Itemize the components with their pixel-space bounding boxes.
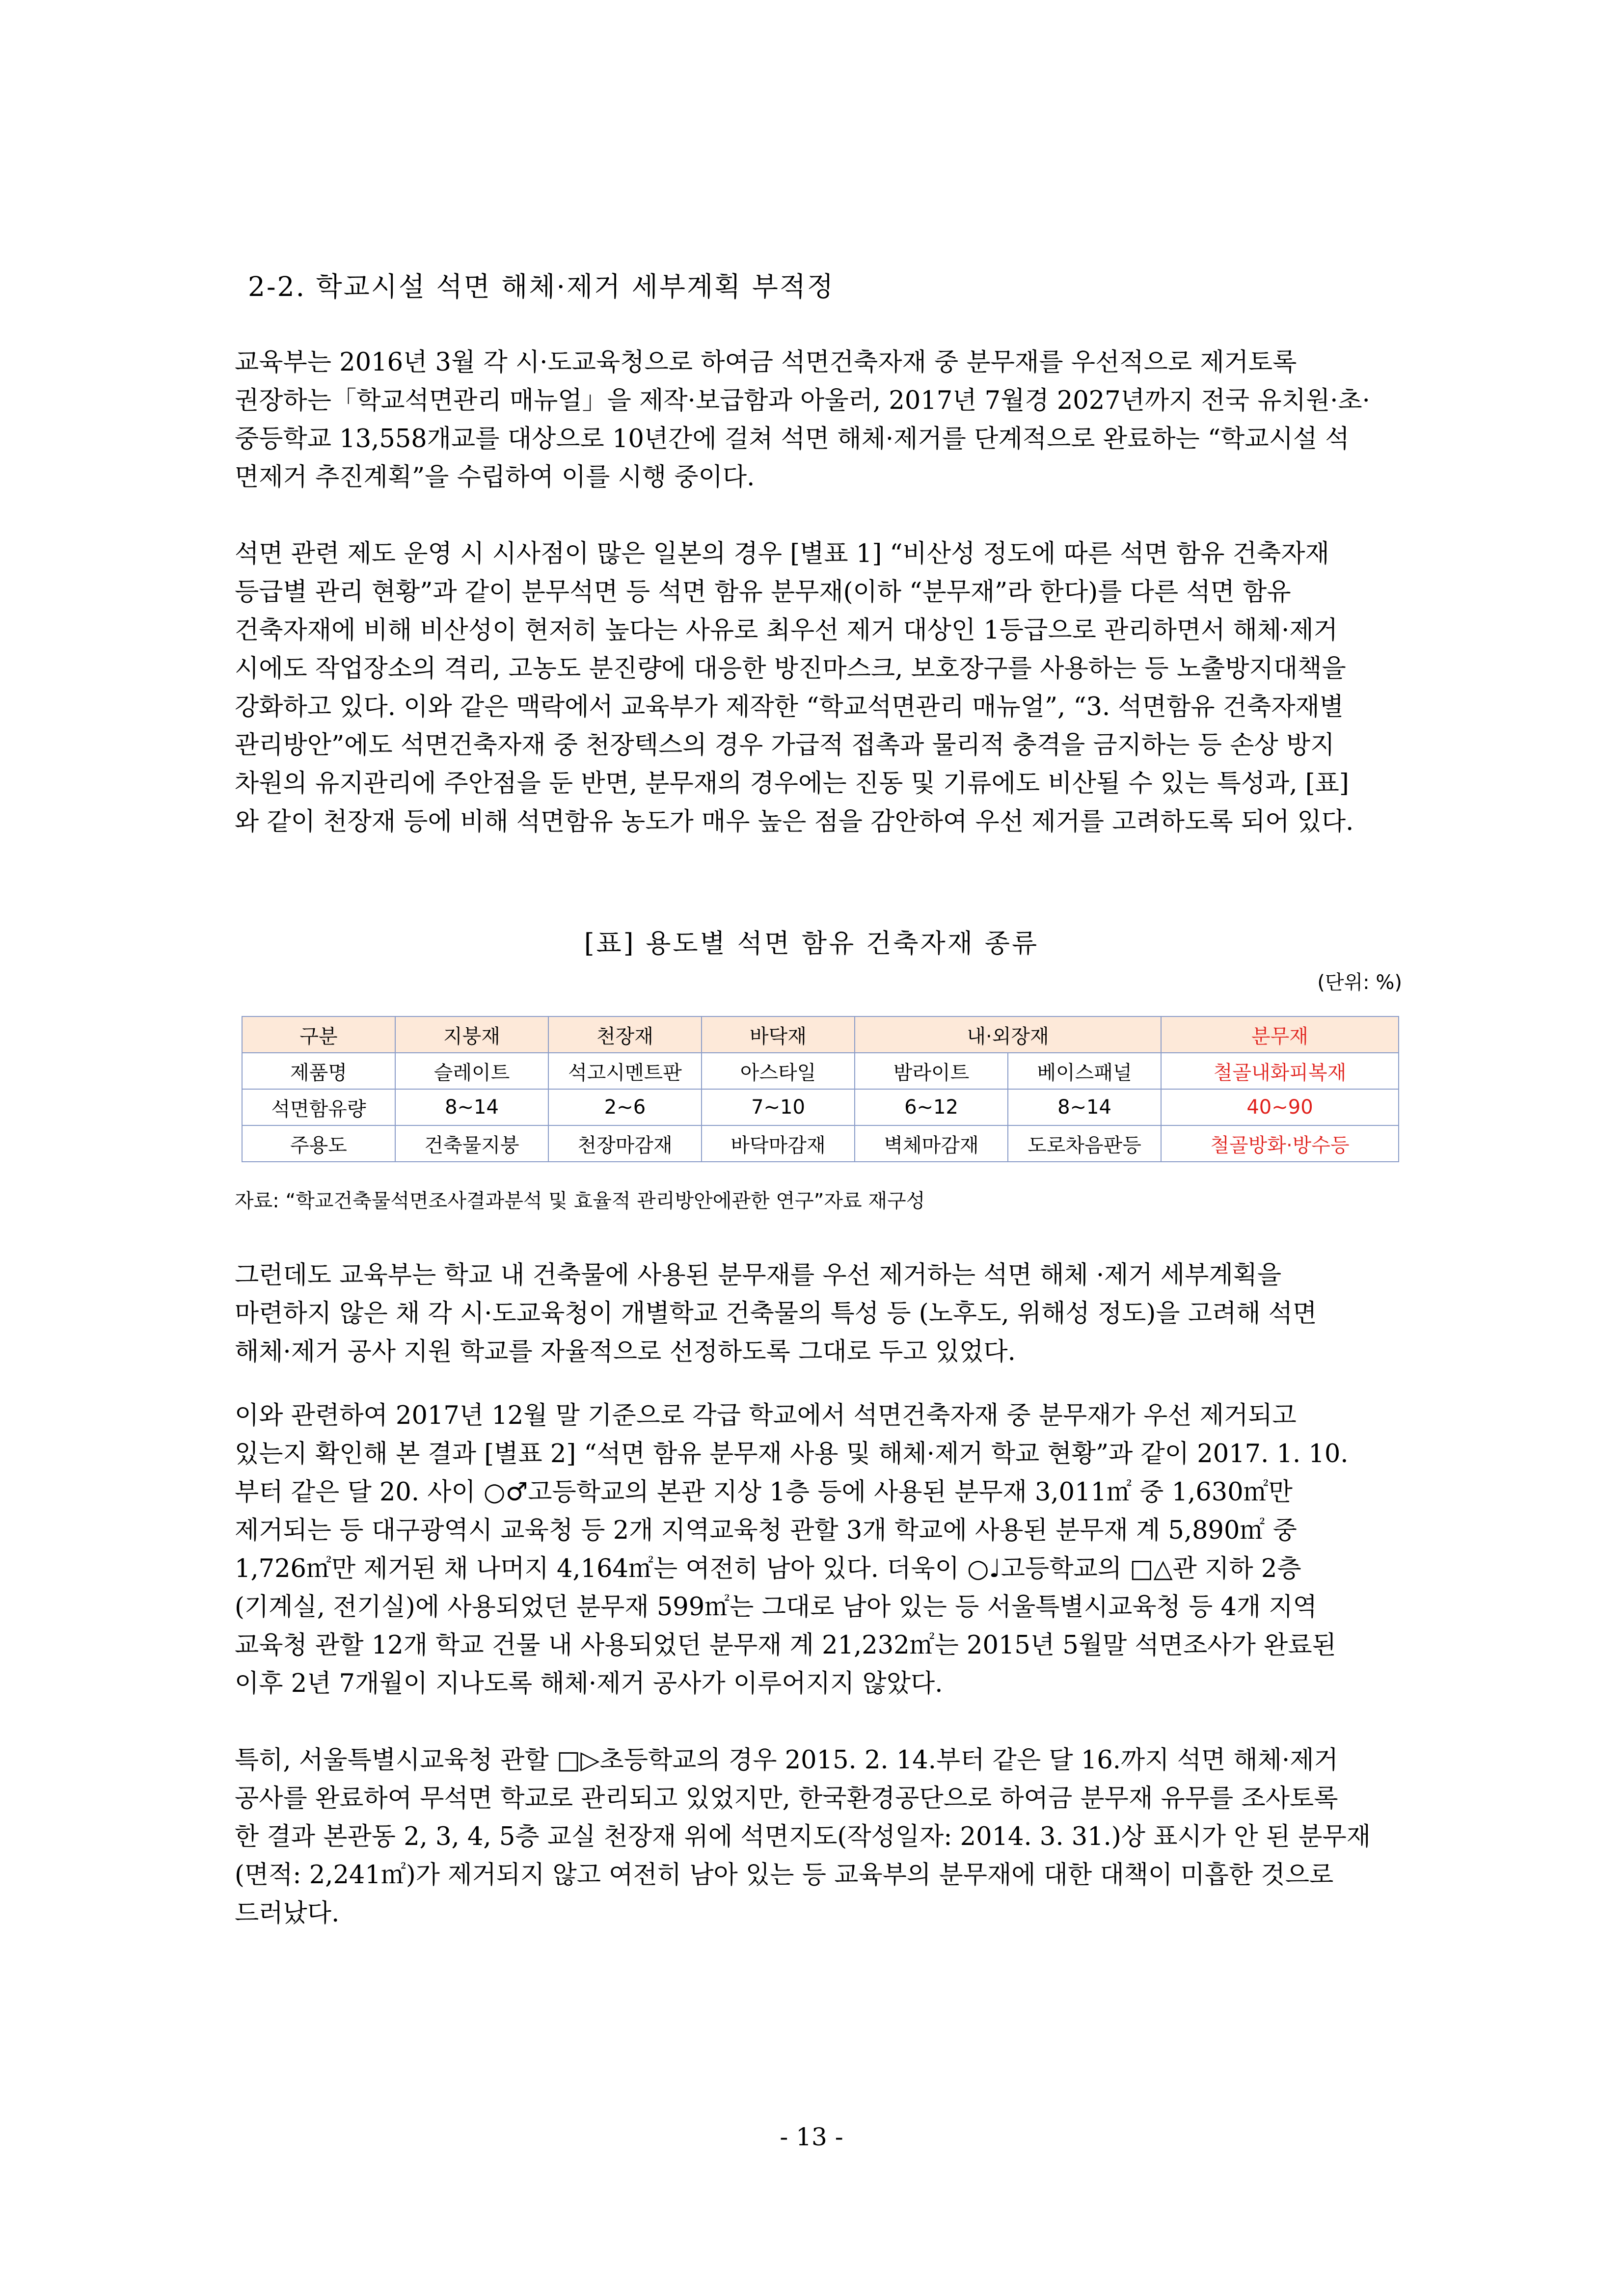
table-cell: 철골방화·방수등 [1161, 1125, 1399, 1162]
table-cell: 아스타일 [702, 1053, 855, 1089]
paragraph-2 [235, 535, 1403, 841]
table-cell: 천장마감재 [548, 1125, 702, 1162]
text-line: (기계실, 전기실)에 사용되었던 분무재 599㎡는 그대로 남아 있는 등 서울특별시교육청 등 4개 지역 [235, 1593, 1317, 1622]
table-cell: 40~90 [1161, 1089, 1399, 1125]
table-header-cell: 분무재 [1161, 1016, 1399, 1053]
text-line: 강화하고 있다. 이와 같은 맥락에서 교육부가 제작한 “학교석면관리 매뉴얼”, “3. 석면함유 건축자재별 [235, 693, 1344, 721]
table-cell: 베이스패널 [1008, 1053, 1161, 1089]
table-header-cell: 구분 [242, 1016, 395, 1053]
table-header-cell: 지붕재 [395, 1016, 548, 1053]
text-line: 한 결과 본관동 2, 3, 4, 5층 교실 천장재 위에 석면지도(작성일자: 2014. 3. 31.)상 표시가 안 된 분무재 [235, 1822, 1371, 1851]
table-title: [표] 용도별 석면 함유 건축자재 종류 [584, 929, 1039, 959]
paragraph-5 [235, 1741, 1403, 1933]
text-line: 중등학교 13,558개교를 대상으로 10년간에 걸쳐 석면 해체·제거를 단계적으로 완료하는 “학교시설 석 [235, 425, 1350, 454]
text-line: 와 같이 천장재 등에 비해 석면함유 농도가 매우 높은 점을 감안하여 우선 제거를 고려하도록 되어 있다. [235, 807, 1354, 836]
table-cell: 2~6 [548, 1089, 702, 1125]
paragraph-1 [235, 344, 1403, 497]
table-header-cell: 천장재 [548, 1016, 702, 1053]
table-cell: 철골내화피복재 [1161, 1053, 1399, 1089]
text-line: 드러났다. [235, 1899, 340, 1928]
text-line: 건축자재에 비해 비산성이 현저히 높다는 사유로 최우선 제거 대상인 1등급으로 관리하면서 해체·제거 [235, 616, 1338, 645]
text-line: 교육청 관할 12개 학교 건물 내 사용되었던 분무재 계 21,232㎡는 2015년 5월말 석면조사가 완료된 [235, 1631, 1336, 1660]
table-cell: 제품명 [242, 1053, 395, 1089]
paragraph-3 [235, 1256, 1403, 1371]
table-cell: 7~10 [702, 1089, 855, 1125]
text-line: 시에도 작업장소의 격리, 고농도 분진량에 대응한 방진마스크, 보호장구를 사용하는 등 노출방지대책을 [235, 654, 1346, 683]
table-cell: 8~14 [395, 1089, 548, 1125]
table-cell: 도로차음판등 [1008, 1125, 1161, 1162]
table-cell: 벽체마감재 [855, 1125, 1008, 1162]
text-line: 부터 같은 달 20. 사이 ○♂고등학교의 본관 지상 1층 등에 사용된 분무재 3,011㎡ 중 1,630㎡만 [235, 1478, 1293, 1507]
table-cell: 건축물지붕 [395, 1125, 548, 1162]
paragraph-4 [235, 1397, 1403, 1703]
table-header-row [242, 1016, 1399, 1053]
text-line: 이후 2년 7개월이 지나도록 해체·제거 공사가 이루어지지 않았다. [235, 1669, 943, 1698]
table-cell: 슬레이트 [395, 1053, 548, 1089]
table-cell: 밤라이트 [855, 1053, 1008, 1089]
text-line: 공사를 완료하여 무석면 학교로 관리되고 있었지만, 한국환경공단으로 하여금 분무재 유무를 조사토록 [235, 1784, 1338, 1813]
text-line: (면적: 2,241㎡)가 제거되지 않고 여전히 남아 있는 등 교육부의 분무재에 대한 대책이 미흡한 것으로 [235, 1861, 1334, 1890]
text-line: 면제거 추진계획”을 수립하여 이를 시행 중이다. [235, 463, 755, 492]
text-line: 해체·제거 공사 지원 학교를 자율적으로 선정하도록 그대로 두고 있었다. [235, 1337, 1016, 1366]
source-note: 자료: “학교건축물석면조사결과분석 및 효율적 관리방안에관한 연구”자료 재구성 [235, 1190, 925, 1212]
section-heading: 2-2. 학교시설 석면 해체·제거 세부계획 부적정 [248, 271, 835, 302]
table-row [242, 1089, 1399, 1125]
text-line: 그런데도 교육부는 학교 내 건축물에 사용된 분무재를 우선 제거하는 석면 해체 ·제거 세부계획을 [235, 1261, 1282, 1290]
table-cell: 석고시멘트판 [548, 1053, 702, 1089]
table-cell: 주용도 [242, 1125, 395, 1162]
table-cell: 6~12 [855, 1089, 1008, 1125]
text-line: 권장하는「학교석면관리 매뉴얼」을 제작·보급함과 아울러, 2017년 7월경 2027년까지 전국 유치원·초· [235, 386, 1370, 415]
text-line: 1,726㎡만 제거된 채 나머지 4,164㎡는 여전히 남아 있다. 더욱이 ○♩고등학교의 □△관 지하 2층 [235, 1554, 1301, 1583]
page-number: - 13 - [780, 2123, 843, 2151]
table-row [242, 1125, 1399, 1162]
text-line: 등급별 관리 현황”과 같이 분무석면 등 석면 함유 분무재(이하 “분무재”라 한다)를 다른 석면 함유 [235, 578, 1291, 607]
table-row [242, 1053, 1399, 1089]
text-line: 차원의 유지관리에 주안점을 둔 반면, 분무재의 경우에는 진동 및 기류에도 비산될 수 있는 특성과, [표] [235, 769, 1349, 798]
text-line: 이와 관련하여 2017년 12월 말 기준으로 각급 학교에서 석면건축자재 중 분무재가 우선 제거되고 [235, 1401, 1297, 1430]
text-line: 특히, 서울특별시교육청 관할 □▷초등학교의 경우 2015. 2. 14.부터 같은 달 16.까지 석면 해체·제거 [235, 1746, 1338, 1775]
table-cell: 8~14 [1008, 1089, 1161, 1125]
text-line: 있는지 확인해 본 결과 [별표 2] “석면 함유 분무재 사용 및 해체·제거 학교 현황”과 같이 2017. 1. 10. [235, 1440, 1349, 1468]
text-line: 마련하지 않은 채 각 시·도교육청이 개별학교 건축물의 특성 등 (노후도, 위해성 정도)을 고려해 석면 [235, 1299, 1317, 1328]
text-line: 제거되는 등 대구광역시 교육청 등 2개 지역교육청 관할 3개 학교에 사용된 분무재 계 5,890㎡ 중 [235, 1516, 1297, 1545]
table-cell: 바닥마감재 [702, 1125, 855, 1162]
table-cell: 석면함유량 [242, 1089, 395, 1125]
text-line: 교육부는 2016년 3월 각 시·도교육청으로 하여금 석면건축자재 중 분무재를 우선적으로 제거토록 [235, 348, 1297, 377]
materials-table [242, 1016, 1399, 1162]
table-header-cell: 내·외장재 [855, 1016, 1161, 1053]
text-line: 관리방안”에도 석면건축자재 중 천장텍스의 경우 가급적 접촉과 물리적 충격을 금지하는 등 손상 방지 [235, 731, 1335, 760]
table-unit: (단위: %) [1317, 971, 1402, 994]
text-line: 석면 관련 제도 운영 시 시사점이 많은 일본의 경우 [별표 1] “비산성 정도에 따른 석면 함유 건축자재 [235, 539, 1329, 568]
table-header-cell: 바닥재 [702, 1016, 855, 1053]
